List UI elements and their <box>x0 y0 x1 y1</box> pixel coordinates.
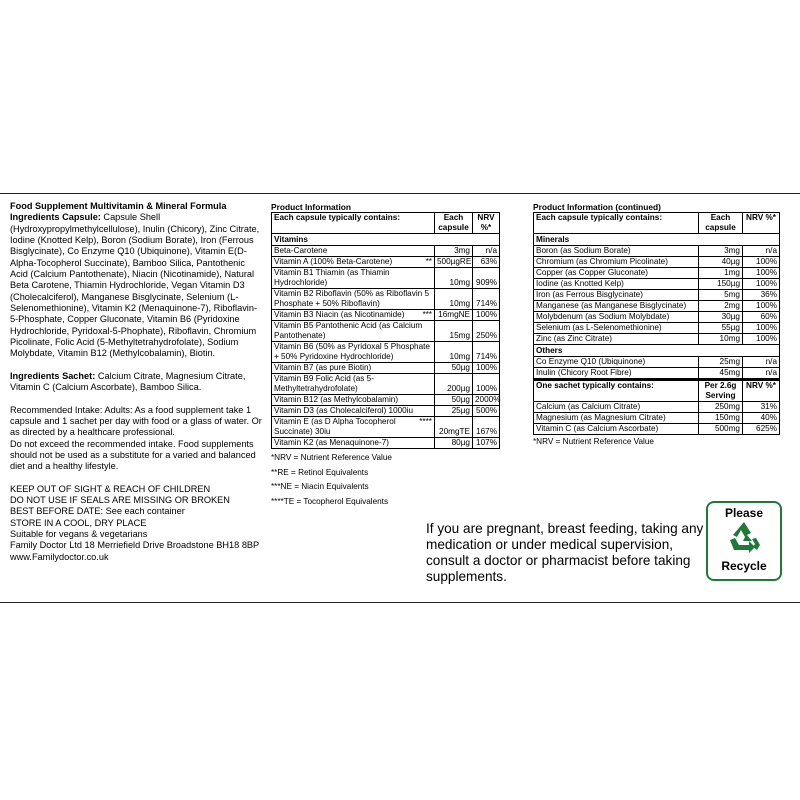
amount-cell: 150µg <box>699 279 743 290</box>
amount-cell: 10mg <box>435 268 473 289</box>
nrv-cell: 36% <box>743 290 780 301</box>
nutrient-name-wrap <box>274 374 432 394</box>
website-link[interactable]: www.Familydoctor.co.uk <box>10 551 109 562</box>
note-re: **RE = Retinol Equivalents <box>271 467 369 477</box>
nrv-cell: 714% <box>473 342 500 363</box>
table-row <box>272 268 500 289</box>
nutrient-name-cell <box>272 268 435 289</box>
nrv-cell: 100% <box>473 363 500 374</box>
nutrient-name-wrap <box>274 417 432 437</box>
section-vitamins: Vitamins <box>272 234 500 246</box>
table-row <box>272 438 500 449</box>
exceed-warning: Do not exceed the recommended intake. Food supplements should not be used as a substitute for a varied and balanced diet and a healthy lifestyle. <box>10 438 256 472</box>
nutrient-name: Vitamin E (as D Alpha Tocopherol Succinate) 30iu <box>274 417 396 436</box>
table-row <box>272 395 500 406</box>
amount-cell: 16mgNE <box>435 310 473 321</box>
header-nrv: NRV %* <box>473 213 500 234</box>
nutrient-name: Iron (as Ferrous Bisglycinate) <box>534 290 699 301</box>
nrv-cell: 100% <box>473 310 500 321</box>
section-row <box>272 234 500 246</box>
nutrient-name: Vitamin B5 Pantothenic Acid (as Calcium Pantothenate) <box>274 321 423 340</box>
nutrient-name: Inulin (Chicory Root Fibre) <box>534 368 699 380</box>
continued-note: *NRV = Nutrient Reference Value <box>533 437 654 446</box>
nrv-cell: 60% <box>743 312 780 323</box>
amount-cell: 5mg <box>699 290 743 301</box>
others-body <box>534 357 780 380</box>
nrv-cell: 31% <box>743 402 780 413</box>
nrv-cell: 250% <box>473 321 500 342</box>
nutrient-name: Co Enzyme Q10 (Ubiquinone) <box>534 357 699 368</box>
nrv-cell: 40% <box>743 413 780 424</box>
nutrient-name-wrap <box>274 310 432 320</box>
nutrient-name: Boron (as Sodium Borate) <box>534 246 699 257</box>
sachet-header <box>534 380 780 402</box>
sachet-body <box>534 402 780 435</box>
nutrient-name-cell <box>272 310 435 321</box>
amount-cell: 200µg <box>435 374 473 395</box>
minerals-table <box>533 212 780 435</box>
table-row <box>272 321 500 342</box>
product-info-column <box>271 202 499 509</box>
nutrient-name-cell <box>272 417 435 438</box>
nrv-cell: 100% <box>743 334 780 345</box>
nutrient-name-cell <box>272 257 435 268</box>
product-title: Food Supplement Multivitamin & Mineral Formula <box>10 201 227 211</box>
footnote-mark: *** <box>422 310 432 319</box>
nutrient-name: Molybdenum (as Sodium Molybdate) <box>534 312 699 323</box>
nutrient-name-wrap <box>274 321 432 341</box>
nutrient-name-cell <box>272 374 435 395</box>
section-row <box>534 345 780 357</box>
nrv-cell: 625% <box>743 424 780 435</box>
amount-cell: 3mg <box>699 246 743 257</box>
amount-cell: 55µg <box>699 323 743 334</box>
amount-cell: 50µg <box>435 395 473 406</box>
table-row <box>534 334 780 345</box>
section-others: Others <box>534 345 780 357</box>
amount-cell: 500mg <box>699 424 743 435</box>
table-row <box>272 342 500 363</box>
header-amount: Each capsule <box>699 213 743 234</box>
nutrient-name-cell <box>272 321 435 342</box>
nutrient-name: Calcium (as Calcium Citrate) <box>534 402 699 413</box>
table-row <box>272 374 500 395</box>
amount-cell: 15mg <box>435 321 473 342</box>
sachet-ingredients <box>10 371 262 394</box>
nutrient-name: Magnesium (as Magnesium Citrate) <box>534 413 699 424</box>
sachet-heading: Ingredients Sachet: <box>10 370 96 381</box>
nrv-cell: 107% <box>473 438 500 449</box>
nutrient-name-wrap <box>274 438 432 448</box>
table-row <box>272 289 500 310</box>
header-nrv: NRV %* <box>743 213 780 234</box>
nutrient-name-wrap <box>274 363 432 373</box>
recycle-icon <box>724 520 764 556</box>
table-row <box>534 279 780 290</box>
amount-cell: 25µg <box>435 406 473 417</box>
amount-cell: 2mg <box>699 301 743 312</box>
nutrient-name: Vitamin B12 (as Methylcobalamin) <box>274 395 399 404</box>
nutrient-name: Vitamin C (as Calcium Ascorbate) <box>534 424 699 435</box>
sachet-header-nrv: NRV %* <box>743 380 780 402</box>
nutrient-name: Vitamin A (100% Beta-Carotene) <box>274 257 393 266</box>
nrv-cell: 714% <box>473 289 500 310</box>
best-before-text: BEST BEFORE DATE: See each container <box>10 506 185 517</box>
table-row <box>272 406 500 417</box>
amount-cell: 500µgRE <box>435 257 473 268</box>
nrv-cell: 500% <box>473 406 500 417</box>
vitamins-table <box>271 212 500 449</box>
table-row <box>534 312 780 323</box>
nrv-cell: n/a <box>743 246 780 257</box>
capsule-heading: Ingredients Capsule: <box>10 212 101 223</box>
nrv-cell: n/a <box>473 246 500 257</box>
amount-cell: 20mgTE <box>435 417 473 438</box>
nutrient-name-cell <box>272 289 435 310</box>
amount-cell: 3mg <box>435 246 473 257</box>
recycle-line2: Recycle <box>721 559 767 573</box>
amount-cell: 150mg <box>699 413 743 424</box>
product-info-continued-column <box>533 202 779 448</box>
nutrient-name-cell <box>272 246 435 257</box>
nutrient-name-cell <box>272 363 435 374</box>
vitamins-body <box>272 246 500 449</box>
nrv-cell: 100% <box>743 323 780 334</box>
table-row <box>534 357 780 368</box>
amount-cell: 250mg <box>699 402 743 413</box>
nrv-cell: 100% <box>743 257 780 268</box>
nutrient-name-wrap <box>274 257 432 267</box>
nrv-cell: 100% <box>743 268 780 279</box>
recycle-line1: Please <box>724 506 764 520</box>
vegan-text: Suitable for vegans & vegetarians <box>10 528 148 539</box>
table-row <box>272 417 500 438</box>
ingredients-column <box>10 201 262 563</box>
recommended-intake: Recommended Intake: Adults: As a food supplement take 1 capsule and 1 sachet per day with food or a glass of water. Or as directed by a healthcare professional. <box>10 404 262 438</box>
nrv-cell: 100% <box>743 301 780 312</box>
nrv-cell: 100% <box>473 374 500 395</box>
footnote-mark: **** <box>419 417 432 426</box>
nutrient-name-cell <box>272 438 435 449</box>
nutrient-name: Zinc (as Zinc Citrate) <box>534 334 699 345</box>
amount-cell: 10mg <box>435 289 473 310</box>
nutrient-name: Vitamin B6 (50% as Pyridoxal 5 Phosphate + 50% Pyridoxine Hydrochloride) <box>274 342 430 361</box>
table-row <box>534 301 780 312</box>
nutrient-name: Vitamin K2 (as Menaquinone-7) <box>274 438 389 447</box>
sachet-text: Calcium Citrate, Magnesium Citrate, Vitamin C (Calcium Ascorbate), Bamboo Silica. <box>10 370 246 393</box>
pregnancy-warning: If you are pregnant, breast feeding, taking any medication or under medical supervision, consult a doctor or pharmacist before taking supplements. <box>426 521 704 584</box>
table-row <box>534 368 780 380</box>
nutrient-name-cell <box>272 342 435 363</box>
do-not-use-text: DO NOT USE IF SEALS ARE MISSING OR BROKEN <box>10 494 230 505</box>
storage-text: STORE IN A COOL, DRY PLACE <box>10 517 147 528</box>
amount-cell: 10mg <box>699 334 743 345</box>
nrv-cell: n/a <box>743 368 780 380</box>
note-nrv: *NRV = Nutrient Reference Value <box>271 453 392 462</box>
footnotes <box>271 451 499 509</box>
table-row <box>534 413 780 424</box>
nutrient-name-wrap <box>274 246 432 256</box>
amount-cell: 10mg <box>435 342 473 363</box>
header-name: Each capsule typically contains: <box>534 213 699 234</box>
table-row <box>534 290 780 301</box>
nutrient-name-cell <box>272 395 435 406</box>
nutrient-name: Vitamin B1 Thiamin (as Thiamin Hydrochloride) <box>274 268 390 287</box>
nutrient-name-wrap <box>274 268 432 288</box>
table-row <box>534 424 780 435</box>
table-row <box>534 323 780 334</box>
table-header <box>272 213 500 234</box>
nrv-cell: 63% <box>473 257 500 268</box>
nrv-cell: 909% <box>473 268 500 289</box>
amount-cell: 80µg <box>435 438 473 449</box>
nrv-cell: 100% <box>743 279 780 290</box>
table-row <box>534 246 780 257</box>
table-row <box>534 268 780 279</box>
please-recycle-badge <box>706 501 782 581</box>
footnote-mark: ** <box>425 257 432 266</box>
sachet-header-name: One sachet typically contains: <box>534 380 699 402</box>
section-minerals: Minerals <box>534 234 780 246</box>
amount-cell: 30µg <box>699 312 743 323</box>
sachet-header-amount: Per 2.6g Serving <box>699 380 743 402</box>
note-te: ****TE = Tocopherol Equivalents <box>271 496 389 506</box>
supplement-label <box>0 193 800 603</box>
nrv-cell: n/a <box>743 357 780 368</box>
table-row <box>272 363 500 374</box>
product-info-title: Product Information <box>271 202 352 212</box>
nutrient-name-wrap <box>274 395 432 405</box>
nrv-cell: 2000% <box>473 395 500 406</box>
amount-cell: 45mg <box>699 368 743 380</box>
continued-title: Product Information (continued) <box>533 202 661 212</box>
amount-cell: 25mg <box>699 357 743 368</box>
keep-out-text: KEEP OUT OF SIGHT & REACH OF CHILDREN <box>10 483 211 494</box>
table-row <box>272 257 500 268</box>
capsule-ingredients <box>10 212 262 359</box>
nrv-cell: 167% <box>473 417 500 438</box>
nutrient-name: Chromium (as Chromium Picolinate) <box>534 257 699 268</box>
nutrient-name: Iodine (as Knotted Kelp) <box>534 279 699 290</box>
nutrient-name-wrap <box>274 342 432 362</box>
company-address: Family Doctor Ltd 18 Merriefield Drive Broadstone BH18 8BP <box>10 540 260 551</box>
amount-cell: 40µg <box>699 257 743 268</box>
note-ne: ***NE = Niacin Equivalents <box>271 482 369 491</box>
nutrient-name: Vitamin B2 Riboflavin (50% as Riboflavin 5 Phosphate + 50% Riboflavin) <box>274 289 430 308</box>
capsule-text: Capsule Shell (Hydroxypropylmethylcellulose), Inulin (Chicory), Zinc Citrate, Iodine (Knotted Kelp), Boron (Sodium Borate), Iron (Ferrous Bisglycinate), Co Enzyme Q10 (Ubiquinone), Vitamin E(D-Alpha-Tocopherol Succinate), Bamboo Silica, Pantothenic Acid (Calcium Pantothenate), Niacin (Nicotinamide), Natural Beta Carotene, Thiamin Hydrochloride, Vegan Vitamin D3 (Cholecalciferol), Manganese Bisglycinate, Selenium (L-Selenomethionine), Vitamin K2 (Menaquinone-7), Riboflavin-5-Phosphate, Copper Gluconate, Vitamin B6 (Pyridoxine Hydrochloride, Pyridoxal-5-Phophate), Riboflavin, Chromium Picolinate, Folic Acid (5-Methyltetrahydrofolate), Sodium Molybdate, Vitamin B12 (Methylcobalamin), Biotin. <box>10 212 260 359</box>
table-row <box>534 402 780 413</box>
nutrient-name-wrap <box>274 289 432 309</box>
nutrient-name: Vitamin B7 (as pure Biotin) <box>274 363 372 372</box>
minerals-body <box>534 246 780 345</box>
nutrient-name: Vitamin B3 Niacin (as Nicotinamide) <box>274 310 405 319</box>
header-name: Each capsule typically contains: <box>272 213 435 234</box>
nutrient-name-wrap <box>274 406 432 416</box>
header-amount: Each capsule <box>435 213 473 234</box>
amount-cell: 1mg <box>699 268 743 279</box>
nutrient-name-cell <box>272 406 435 417</box>
nutrient-name: Copper (as Copper Gluconate) <box>534 268 699 279</box>
section-row <box>534 234 780 246</box>
table-row <box>272 246 500 257</box>
table-row <box>272 310 500 321</box>
nutrient-name: Vitamin B9 Folic Acid (as 5-Methyltetrahydrofolate) <box>274 374 374 393</box>
nutrient-name: Selenium (as L-Selenomethionine) <box>534 323 699 334</box>
nutrient-name: Vitamin D3 (as Cholecalciferol) 1000iu <box>274 406 414 415</box>
table-header <box>534 213 780 234</box>
nutrient-name: Manganese (as Manganese Bisglycinate) <box>534 301 699 312</box>
table-row <box>534 257 780 268</box>
nutrient-name: Beta-Carotene <box>274 246 328 255</box>
amount-cell: 50µg <box>435 363 473 374</box>
